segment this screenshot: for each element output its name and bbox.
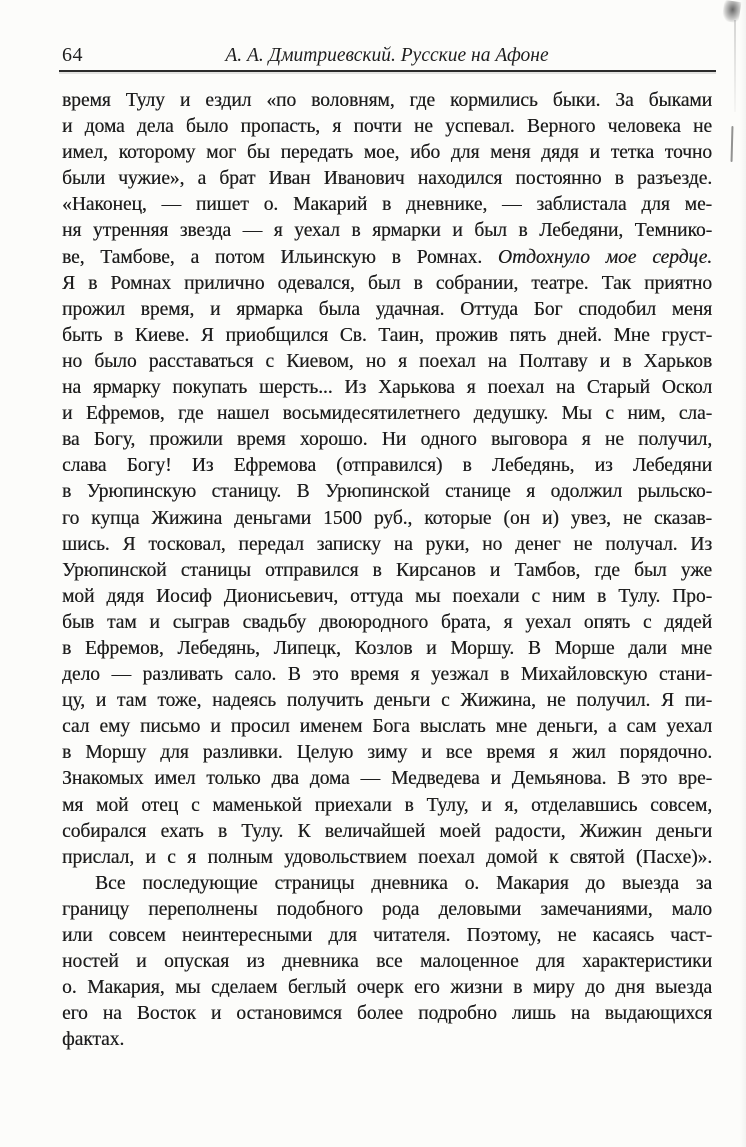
text-segment: на ярмарку покупать шерсть... Из Харькова я поехал на Старый Оскол: [62, 377, 712, 399]
text-segment: дело — разливать сало. В это время я уезжал в Михайловскую стани-: [62, 664, 712, 686]
text-segment: о. Макария, мы сделаем беглый очерк его жизни в миру до дня выезда: [62, 977, 712, 999]
text-segment: шись. Я тосковал, передал записку на руки, но денег не получал. Из: [62, 533, 712, 555]
text-segment: фактах.: [62, 1029, 125, 1051]
text-line: [62, 636, 712, 662]
scan-edge-shadow: [740, 0, 746, 1147]
text-segment: были чужие», а брат Иван Иванович находился постоянно в разъезде.: [62, 168, 712, 190]
text-line: [62, 349, 712, 375]
text-segment: его на Восток и остановимся более подробно лишь на выдающихся: [62, 1003, 712, 1025]
text-segment: ня утренняя звезда — я уехал в ярмарки и был в Лебедяни, Темнико-: [62, 220, 712, 242]
text-line: [62, 479, 712, 505]
body-text: [62, 88, 712, 1053]
text-line: [62, 897, 712, 923]
text-line: [62, 532, 712, 558]
text-segment: в Моршу для разливки. Целую зиму и все время я жил порядочно.: [62, 742, 712, 764]
text-segment: прислал, и с я полным удовольствием поехал домой к святой (Пасхе)».: [62, 846, 712, 868]
text-line: [62, 793, 712, 819]
running-title: А. А. Дмитриевский. Русские на Афоне: [225, 45, 549, 66]
text-line: [62, 584, 712, 610]
text-segment: собирался ехать в Тулу. К величайшей моей радости, Жижин деньги: [62, 820, 712, 842]
text-segment: мой дядя Иосиф Дионисьевич, оттуда мы поехали с ним в Тулу. Про-: [62, 585, 712, 607]
text-line: [62, 453, 712, 479]
text-segment: сал ему письмо и просил именем Бога выслать мне деньги, а сам уехал: [62, 716, 712, 738]
text-segment: но было расставаться с Киевом, но я поехал на Полтаву и в Харьков: [62, 350, 712, 372]
text-line: [62, 166, 712, 192]
text-line: [62, 949, 712, 975]
text-line: [62, 375, 712, 401]
text-line: [62, 297, 712, 323]
page-number: 64: [62, 44, 83, 66]
text-line: [62, 819, 712, 845]
scan-streak-artifact: [734, 20, 736, 112]
text-segment: границу переполнены подобного рода деловыми замечаниями, мало: [62, 898, 712, 920]
text-line: [62, 88, 712, 114]
scan-line-artifact: [731, 126, 734, 162]
text-line: [62, 740, 712, 766]
text-line: [62, 427, 712, 453]
scan-smudge-artifact: [722, 0, 742, 23]
page-header: [62, 44, 712, 68]
text-segment: время Тулу и ездил «по воловням, где кормились быки. За быками: [62, 90, 712, 111]
text-line: [62, 662, 712, 688]
text-segment: слава Богу! Из Ефремова (отправился) в Лебедянь, из Лебедяни: [62, 455, 712, 477]
text-line: [62, 114, 712, 140]
text-segment: цу, и там тоже, надеясь получить деньги с Жижина, не получил. Я пи-: [62, 690, 712, 712]
text-segment: в Ефремов, Лебедянь, Липецк, Козлов и Моршу. В Морше дали мне: [62, 637, 712, 659]
text-line: [62, 323, 712, 349]
text-line: [62, 610, 712, 636]
text-segment: имел, которому мог бы передать мое, ибо для меня дядя и тетка точно: [62, 142, 712, 164]
text-line: [62, 218, 712, 244]
text-segment: го купца Жижина деньгами 1500 руб., которые (он и) увез, не сказав-: [62, 507, 712, 529]
text-line: [62, 271, 712, 297]
text-line: [62, 140, 712, 166]
text-segment: ва Богу, прожили время хорошо. Ни одного выговора я не получил,: [62, 429, 712, 451]
header-rule: [59, 70, 716, 72]
text-line: [62, 688, 712, 714]
text-line: [62, 1027, 712, 1053]
text-line: [62, 192, 712, 218]
text-line: [62, 401, 712, 427]
text-segment: быв там и сыграв свадьбу двоюродного брата, я уехал опять с дядей: [62, 611, 712, 633]
text-segment: «Наконец, — пишет о. Макарий в дневнике, — заблистала для ме-: [62, 194, 712, 216]
text-line: [62, 1001, 712, 1027]
text-segment: и Ефремов, где нашел восьмидесятилетнего дедушку. Мы с ним, сла-: [62, 403, 712, 425]
text-line: [62, 923, 712, 949]
text-line: [62, 245, 712, 271]
text-segment: Знакомых имел только два дома — Медведева и Демьянова. В это вре-: [62, 768, 712, 790]
text-line: [62, 766, 712, 792]
text-segment: ве, Тамбове, а потом Ильинскую в Ромнах.: [62, 246, 498, 268]
text-segment: или совсем неинтересными для читателя. Поэтому, не касаясь част-: [62, 925, 712, 946]
text-line: [62, 558, 712, 584]
text-segment: ностей и опуская из дневника все малоценное для характеристики: [62, 951, 712, 973]
text-line: [62, 871, 712, 897]
text-segment: мя мой отец с маменькой приехали в Тулу, и я, отделавшись совсем,: [62, 794, 712, 816]
text-line: [62, 975, 712, 1001]
text-line: [62, 506, 712, 532]
text-segment: в Урюпинскую станицу. В Урюпинской станице я одолжил рыльско-: [62, 481, 712, 503]
text-segment-italic: Отдохнуло мое сердце.: [497, 246, 712, 268]
text-segment: и дома дела было пропасть, я почти не успевал. Верного человека не: [62, 116, 712, 138]
text-segment: Я в Ромнах прилично одевался, был в собрании, театре. Так приятно: [62, 272, 712, 294]
text-segment: быть в Киеве. Я приобщился Св. Таин, прожив пять дней. Мне груст-: [62, 324, 712, 346]
text-line: [62, 845, 712, 871]
text-segment: прожил время, и ярмарка была удачная. Оттуда Бог сподобил меня: [62, 298, 712, 320]
text-segment: Все последующие страницы дневника о. Макария до выезда за: [95, 872, 712, 894]
text-segment: Урюпинской станицы отправился в Кирсанов и Тамбов, где был уже: [62, 559, 712, 581]
text-line: [62, 714, 712, 740]
